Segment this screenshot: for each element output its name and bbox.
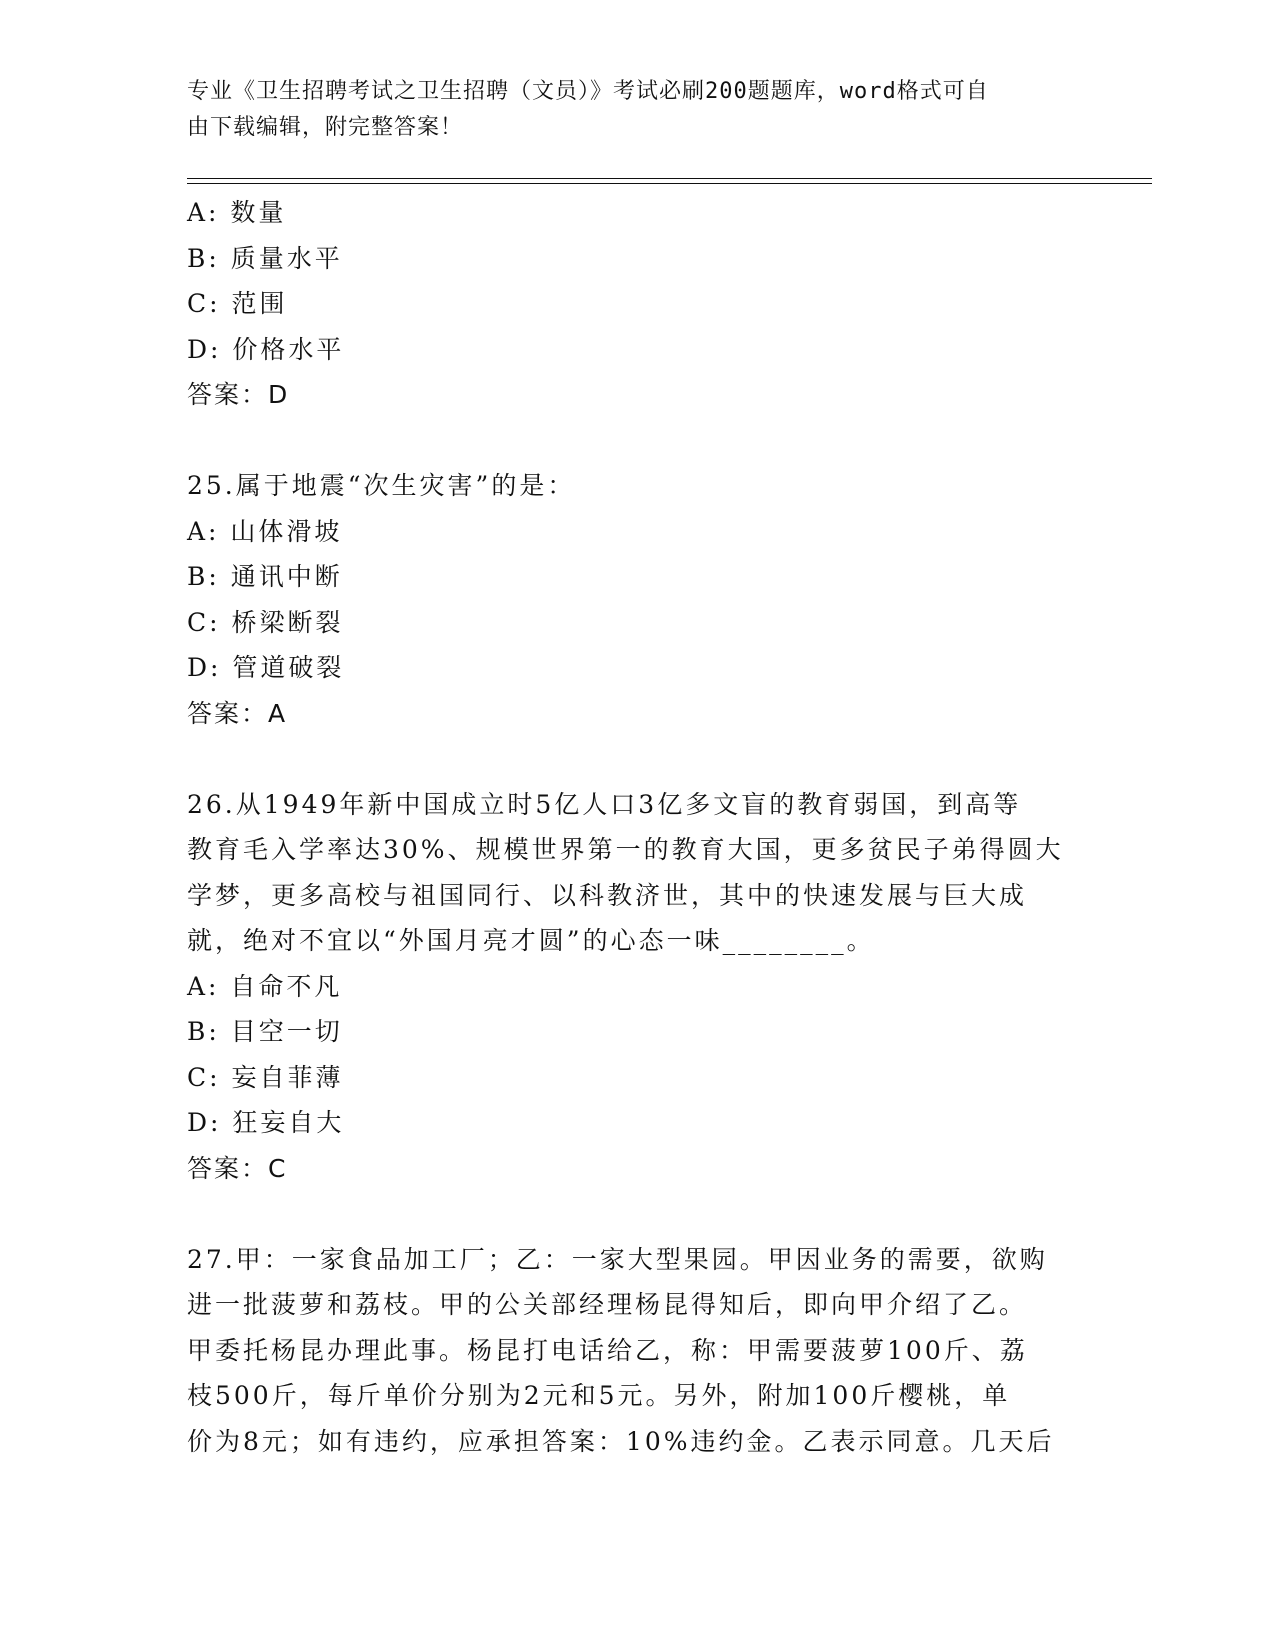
option-d: D: 狂妄自大 bbox=[187, 1108, 345, 1137]
question-27-block bbox=[187, 1237, 1087, 1465]
header-rule-top bbox=[187, 178, 1152, 179]
answer-line: 答案：D bbox=[187, 380, 290, 409]
option-b: B: 质量水平 bbox=[187, 243, 343, 273]
question-25-block bbox=[187, 463, 1087, 736]
option-a: A: 数量 bbox=[187, 198, 287, 227]
question-stem-line: 学梦，更多高校与祖国同行、以科教济世，其中的快速发展与巨大成 bbox=[187, 880, 1028, 910]
question-stem-line: 甲委托杨昆办理此事。杨昆打电话给乙，称：甲需要菠萝100斤、荔 bbox=[187, 1335, 1028, 1365]
question-26-block bbox=[187, 782, 1087, 1192]
option-a: A: 山体滑坡 bbox=[187, 516, 343, 546]
option-b: B: 通讯中断 bbox=[187, 562, 343, 591]
spacer bbox=[187, 1191, 1087, 1237]
spacer bbox=[187, 418, 1087, 464]
question-24-block bbox=[187, 190, 1087, 418]
option-d: D: 管道破裂 bbox=[187, 653, 345, 682]
question-stem-line: 就，绝对不宜以“外国月亮才圆”的心态一味________。 bbox=[187, 926, 875, 955]
header-line-2: 由下载编辑，附完整答案！ bbox=[187, 115, 464, 140]
question-stem: 25.属于地震“次生灾害”的是： bbox=[187, 471, 576, 500]
option-c: C: 妄自菲薄 bbox=[187, 1062, 344, 1092]
answer-line: 答案：A bbox=[187, 698, 288, 728]
question-stem-line: 进一批菠萝和荔枝。甲的公关部经理杨昆得知后，即向甲介绍了乙。 bbox=[187, 1290, 1028, 1319]
header-rule-bottom bbox=[187, 183, 1152, 184]
question-stem-line: 枝500斤，每斤单价分别为2元和5元。另外，附加100斤樱桃，单 bbox=[187, 1381, 1011, 1410]
question-stem-line: 价为8元；如有违约，应承担答案：10%违约金。乙表示同意。几天后 bbox=[187, 1426, 1055, 1456]
option-d: D: 价格水平 bbox=[187, 334, 345, 364]
option-a: A: 自命不凡 bbox=[187, 971, 343, 1001]
document-body bbox=[187, 190, 1087, 1464]
option-c: C: 范围 bbox=[187, 289, 288, 318]
document-header bbox=[187, 74, 1087, 146]
answer-line: 答案：C bbox=[187, 1153, 288, 1183]
question-stem-line: 27.甲：一家食品加工厂；乙：一家大型果园。甲因业务的需要，欲购 bbox=[187, 1244, 1048, 1274]
spacer bbox=[187, 736, 1087, 782]
question-stem-line: 26.从1949年新中国成立时5亿人口3亿多文盲的教育弱国，到高等 bbox=[187, 789, 1022, 819]
question-stem-line: 教育毛入学率达30%、规模世界第一的教育大国，更多贫民子弟得圆大 bbox=[187, 835, 1064, 864]
option-c: C: 桥梁断裂 bbox=[187, 607, 344, 637]
header-line-1: 专业《卫生招聘考试之卫生招聘（文员）》考试必刷200题题库，word格式可自 bbox=[187, 79, 989, 104]
option-b: B: 目空一切 bbox=[187, 1017, 343, 1046]
